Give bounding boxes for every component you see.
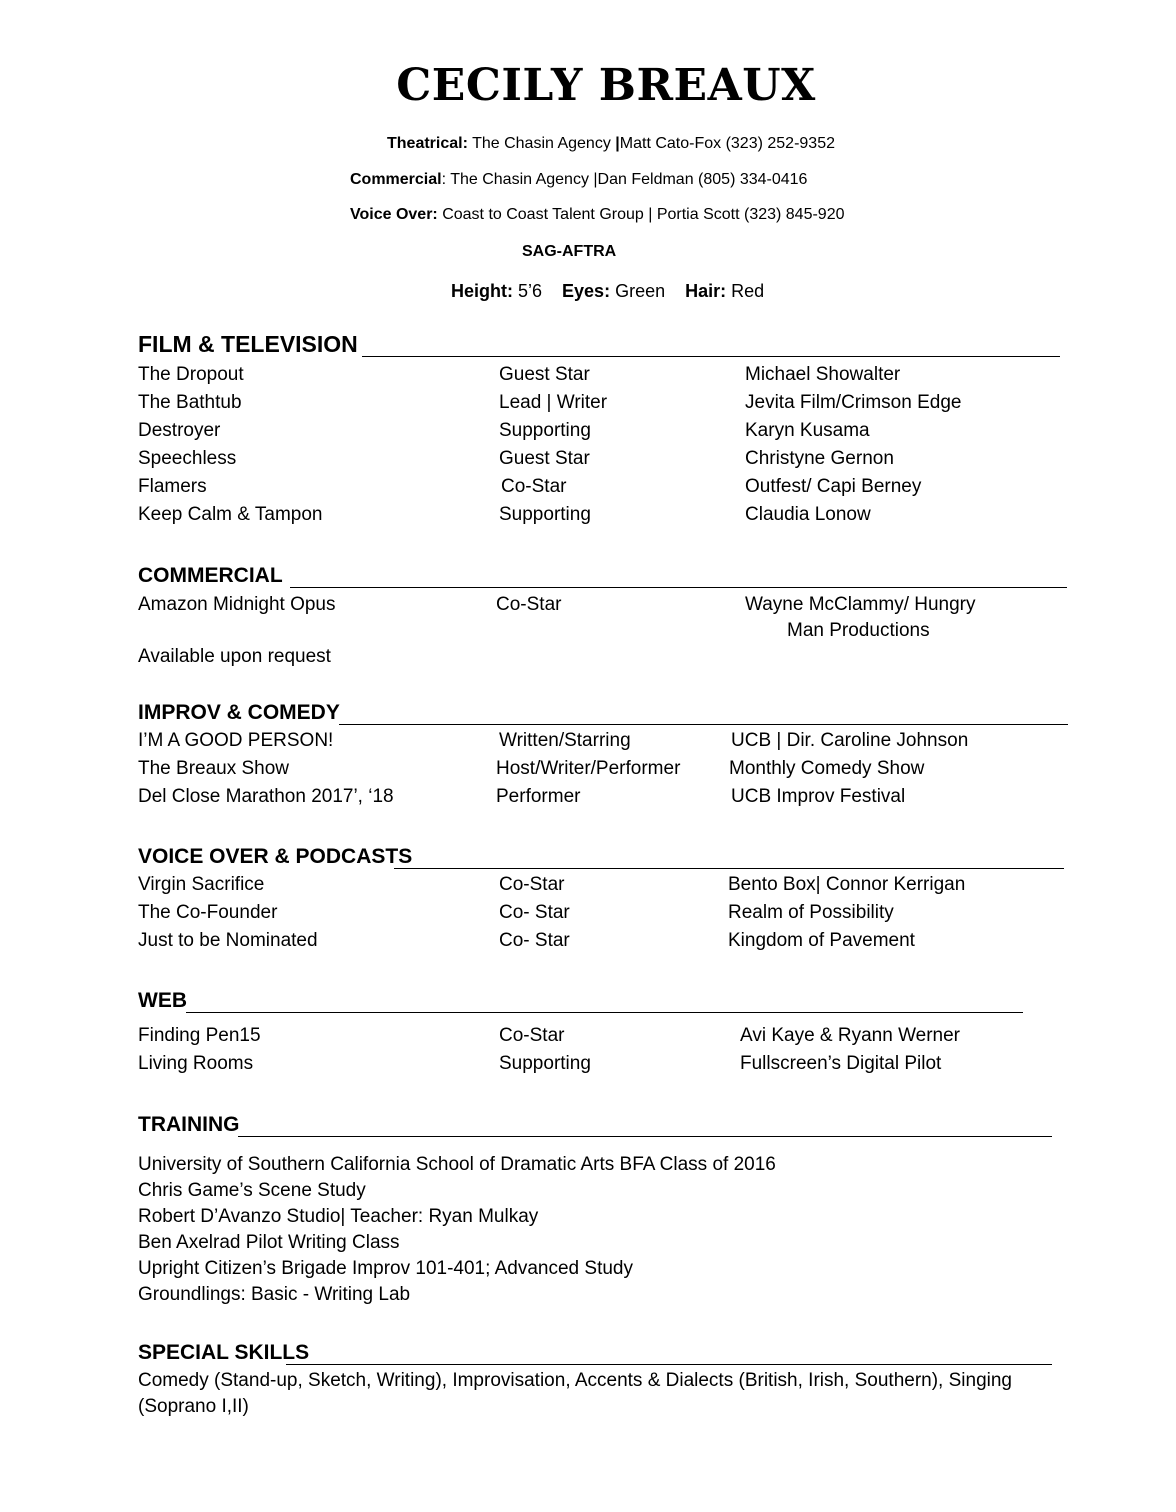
credit-title: The Breaux Show [138,758,290,779]
section-rule [394,868,1064,869]
commercial-note: Available upon request [138,646,331,667]
credit-director: Realm of Possibility [728,902,894,923]
training-item: University of Southern California School of Dramatic Arts BFA Class of 2016 [138,1154,776,1175]
credit-director: Claudia Lonow [745,504,871,525]
credit-role: Co-Star [499,1025,565,1046]
credit-title: Just to be Nominated [138,930,318,951]
section-film-television-title: FILM & TELEVISION [138,331,358,357]
credit-director: Jevita Film/Crimson Edge [745,392,962,413]
credit-role: Co-Star [496,594,562,615]
credit-role: Performer [496,786,581,807]
credit-title: I’M A GOOD PERSON! [138,730,334,751]
credit-role: Co- Star [499,902,570,923]
training-item: Groundlings: Basic - Writing Lab [138,1284,411,1305]
physical-stats: Height: 5’6 Eyes: Green Hair: Red [451,281,765,301]
special-skills-text: Comedy (Stand-up, Sketch, Writing), Improvisation, Accents & Dialects (British, Irish, Southern), Singing [138,1370,1012,1391]
training-item: Chris Game’s Scene Study [138,1180,366,1201]
credit-role: Co-Star [501,476,567,497]
section-improv-comedy-title: IMPROV & COMEDY [138,701,340,724]
section-rule [186,1012,1023,1013]
credit-title: Finding Pen15 [138,1025,261,1046]
credit-director: UCB Improv Festival [731,786,906,807]
section-rule [238,1136,1052,1137]
voice-over-contact: Voice Over: Coast to Coast Talent Group | Portia Scott (323) 845-920 [350,206,845,223]
credit-title: Keep Calm & Tampon [138,504,323,525]
credit-title: Amazon Midnight Opus [138,594,336,615]
credit-role: Guest Star [499,448,590,469]
credit-director: Karyn Kusama [745,420,870,441]
section-special-skills-title: SPECIAL SKILLS [138,1341,310,1364]
credit-title: Virgin Sacrifice [138,874,265,895]
credit-title: Del Close Marathon 2017’, ‘18 [138,786,394,807]
training-item: Upright Citizen’s Brigade Improv 101-401; Advanced Study [138,1258,633,1279]
credit-director: UCB | Dir. Caroline Johnson [731,730,969,751]
section-commercial-title: COMMERCIAL [138,564,283,587]
training-item: Robert D’Avanzo Studio| Teacher: Ryan Mulkay [138,1206,539,1227]
theatrical-contact: Theatrical: The Chasin Agency |Matt Cato-Fox (323) 252-9352 [387,135,835,152]
credit-director: Bento Box| Connor Kerrigan [728,874,966,895]
credit-role: Written/Starring [499,730,631,751]
credit-director: Christyne Gernon [745,448,894,469]
credit-director: Kingdom of Pavement [728,930,915,951]
credit-director: Avi Kaye & Ryann Werner [740,1025,961,1046]
credit-role: Supporting [499,504,591,525]
credit-role: Host/Writer/Performer [496,758,681,779]
credit-title: Destroyer [138,420,221,441]
resume-name: CECILY BREAUX [396,60,816,111]
section-rule [339,724,1068,725]
credit-director: Fullscreen’s Digital Pilot [740,1053,942,1074]
credit-role: Guest Star [499,364,590,385]
credit-role: Lead | Writer [499,392,608,413]
section-rule [286,1364,1052,1365]
credit-role: Supporting [499,420,591,441]
credit-title: The Bathtub [138,392,242,413]
credit-role: Supporting [499,1053,591,1074]
training-item: Ben Axelrad Pilot Writing Class [138,1232,400,1253]
section-voice-over-title: VOICE OVER & PODCASTS [138,845,413,868]
credit-director: Michael Showalter [745,364,901,385]
credit-title: Living Rooms [138,1053,254,1074]
section-rule [362,356,1060,357]
credit-director-continued: Man Productions [787,620,930,641]
credit-director: Outfest/ Capi Berney [745,476,922,497]
credit-title: Speechless [138,448,237,469]
section-training-title: TRAINING [138,1113,240,1136]
credit-title: The Dropout [138,364,244,385]
credit-director: Monthly Comedy Show [729,758,925,779]
special-skills-text: (Soprano I,II) [138,1396,249,1417]
union-status: SAG-AFTRA [522,243,617,260]
section-rule [290,587,1067,588]
credit-title: Flamers [138,476,207,497]
credit-director: Wayne McClammy/ Hungry [745,594,976,615]
commercial-contact: Commercial: The Chasin Agency |Dan Feldman (805) 334-0416 [350,171,808,188]
credit-title: The Co-Founder [138,902,278,923]
credit-role: Co- Star [499,930,570,951]
section-web-title: WEB [138,989,187,1012]
credit-role: Co-Star [499,874,565,895]
